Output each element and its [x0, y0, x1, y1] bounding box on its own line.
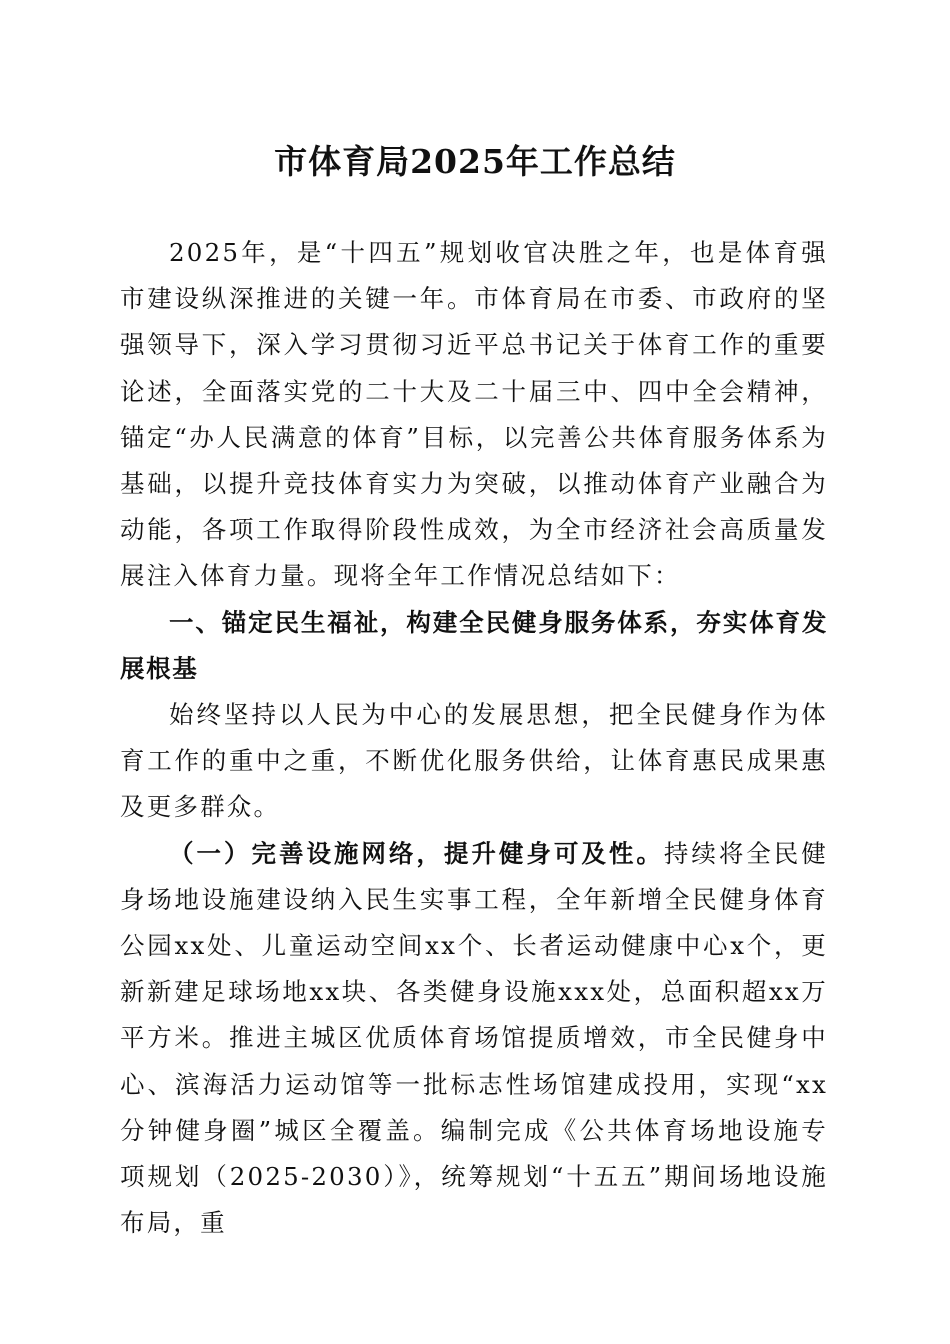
section-1-heading: 一、锚定民生福祉，构建全民健身服务体系，夯实体育发展根基 [120, 607, 828, 683]
subsection-1-paragraph [120, 831, 828, 1247]
document-title: 市体育局2025年工作总结 [274, 142, 676, 181]
document-body [120, 230, 828, 1246]
subsection-1-lead: （一）完善设施网络，提升健身可及性。 [169, 838, 664, 868]
section-1-summary: 始终坚持以人民为中心的发展思想，把全民健身作为体育工作的重中之重，不断优化服务供给，让体育惠民成果惠及更多群众。 [120, 700, 828, 822]
intro-paragraph: 2025年，是“十四五”规划收官决胜之年，也是体育强市建设纵深推进的关键一年。市体育局在市委、市政府的坚强领导下，深入学习贯彻习近平总书记关于体育工作的重要论述，全面落实党的二十大及二十届三中、四中全会精神，锚定“办人民满意的体育”目标，以完善公共体育服务体系为基础，以提升竞技体育实力为突破，以推动体育产业融合为动能，各项工作取得阶段性成效，为全市经济社会高质量发展注入体育力量。现将全年工作情况总结如下： [120, 238, 828, 591]
subsection-1-text: 持续将全民健身场地设施建设纳入民生实事工程，全年新增全民健身体育公园xx处、儿童运动空间xx个、长者运动健康中心x个，更新新建足球场地xx块、各类健身设施xxx处，总面积超xx万平方米。推进主城区优质体育场馆提质增效，市全民健身中心、滨海活力运动馆等一批标志性场馆建成投用，实现“xx分钟健身圈”城区全覆盖。编制完成《公共体育场地设施专项规划（2025-2030）》，统筹规划“十五五”期间场地设施布局，重 [120, 838, 828, 1238]
